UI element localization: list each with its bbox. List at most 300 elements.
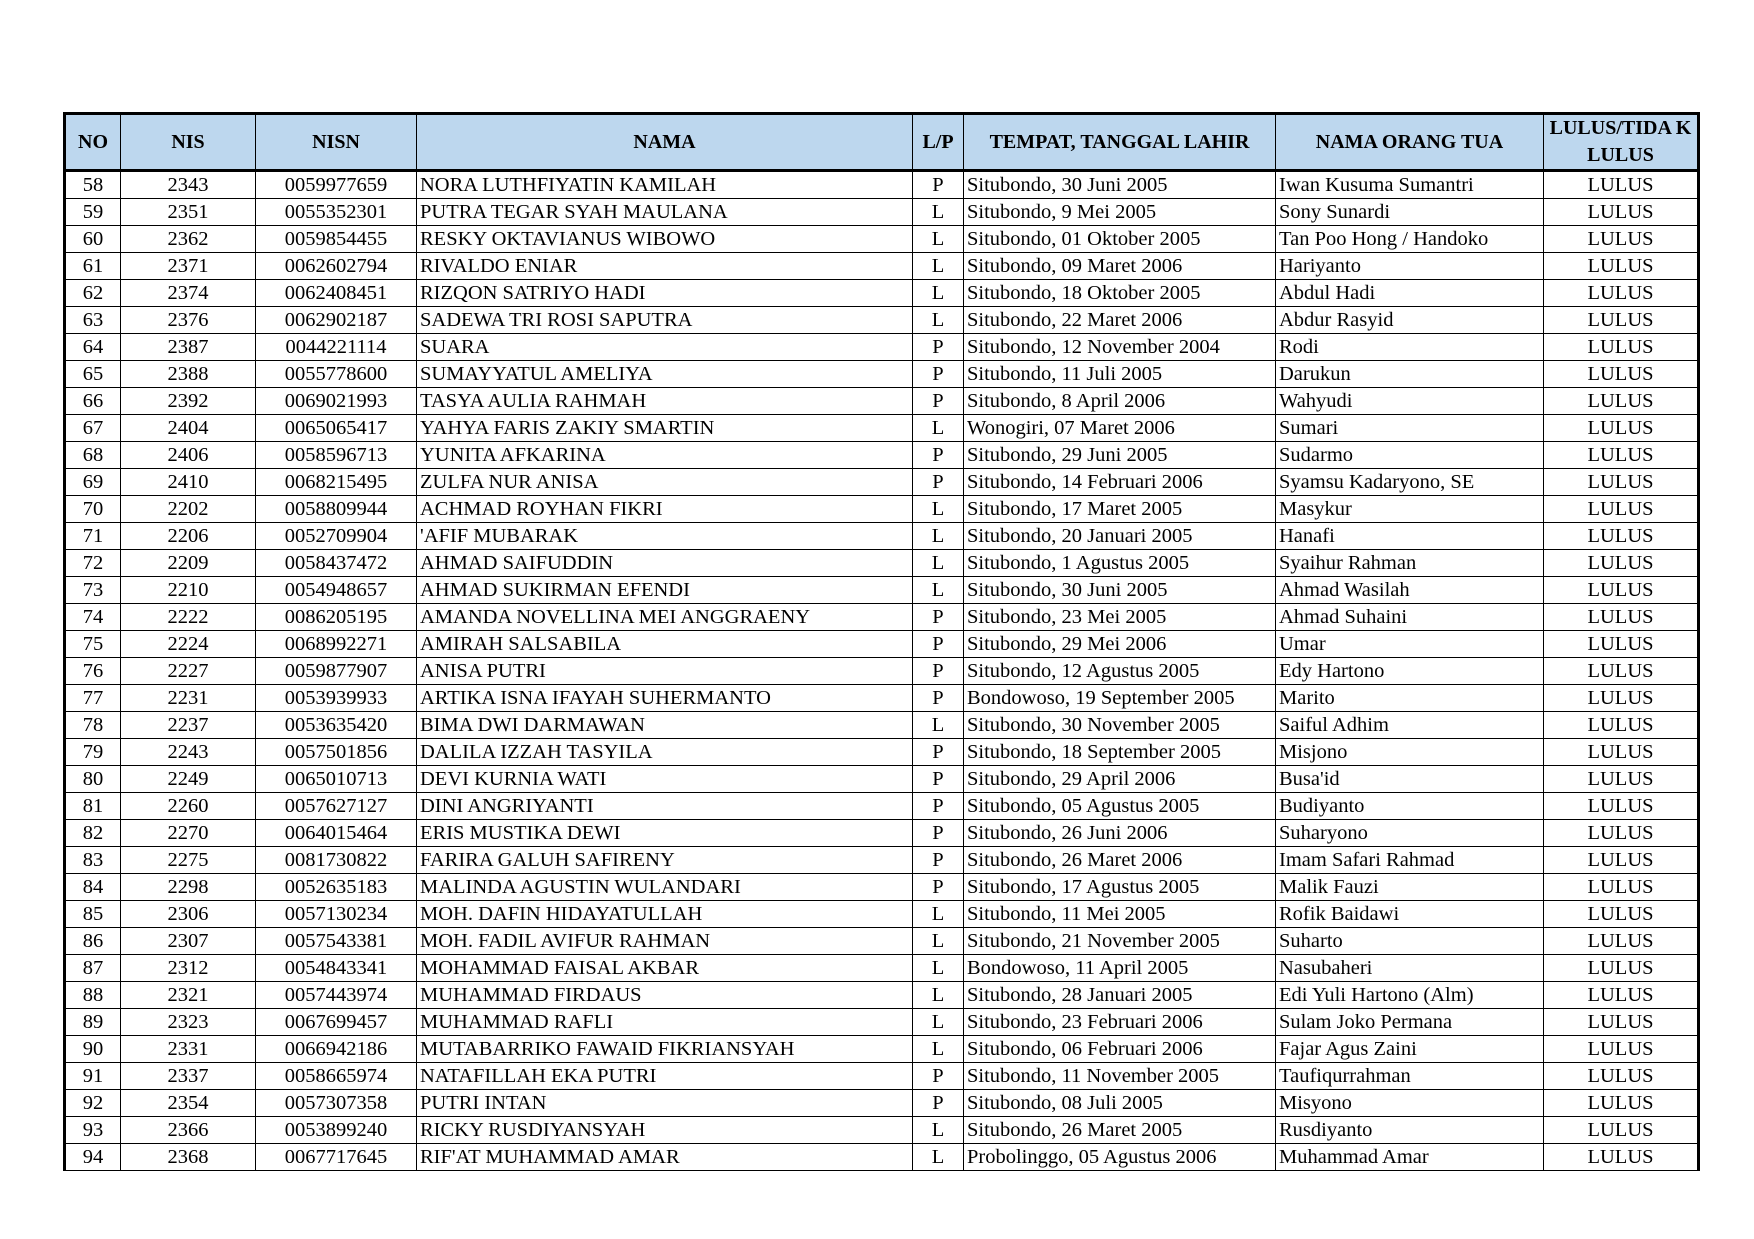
cell-nis: 2243 — [121, 739, 256, 766]
cell-nama: RESKY OKTAVIANUS WIBOWO — [417, 226, 913, 253]
cell-nisn: 0057130234 — [256, 901, 417, 928]
cell-nama: RICKY RUSDIYANSYAH — [417, 1117, 913, 1144]
cell-nis: 2406 — [121, 442, 256, 469]
table-row — [65, 685, 1699, 712]
cell-ortu: Darukun — [1276, 361, 1544, 388]
cell-ortu: Budiyanto — [1276, 793, 1544, 820]
cell-lp: P — [913, 469, 964, 496]
cell-nisn: 0069021993 — [256, 388, 417, 415]
cell-nama: ANISA PUTRI — [417, 658, 913, 685]
cell-status: LULUS — [1544, 1090, 1699, 1117]
cell-nisn: 0054948657 — [256, 577, 417, 604]
cell-nis: 2249 — [121, 766, 256, 793]
cell-no: 65 — [65, 361, 121, 388]
cell-nisn: 0057443974 — [256, 982, 417, 1009]
cell-ttl: Situbondo, 09 Maret 2006 — [964, 253, 1276, 280]
cell-ttl: Situbondo, 20 Januari 2005 — [964, 523, 1276, 550]
cell-nisn: 0058665974 — [256, 1063, 417, 1090]
cell-status: LULUS — [1544, 1117, 1699, 1144]
cell-nama: RIZQON SATRIYO HADI — [417, 280, 913, 307]
cell-lp: L — [913, 928, 964, 955]
cell-nisn: 0068992271 — [256, 631, 417, 658]
cell-no: 71 — [65, 523, 121, 550]
cell-lp: L — [913, 712, 964, 739]
cell-nama: ZULFA NUR ANISA — [417, 469, 913, 496]
cell-ortu: Imam Safari Rahmad — [1276, 847, 1544, 874]
table-row — [65, 361, 1699, 388]
cell-ortu: Abdur Rasyid — [1276, 307, 1544, 334]
cell-ttl: Situbondo, 28 Januari 2005 — [964, 982, 1276, 1009]
cell-lp: P — [913, 685, 964, 712]
cell-no: 85 — [65, 901, 121, 928]
cell-lp: L — [913, 199, 964, 226]
cell-ttl: Situbondo, 05 Agustus 2005 — [964, 793, 1276, 820]
cell-nis: 2354 — [121, 1090, 256, 1117]
table-row — [65, 631, 1699, 658]
cell-no: 92 — [65, 1090, 121, 1117]
cell-nisn: 0057307358 — [256, 1090, 417, 1117]
cell-nis: 2368 — [121, 1144, 256, 1171]
cell-lp: P — [913, 171, 964, 199]
cell-lp: P — [913, 874, 964, 901]
table-row — [65, 415, 1699, 442]
cell-ortu: Malik Fauzi — [1276, 874, 1544, 901]
header-nis: NIS — [121, 114, 256, 171]
cell-nis: 2392 — [121, 388, 256, 415]
cell-nama: MUHAMMAD RAFLI — [417, 1009, 913, 1036]
cell-nisn: 0059854455 — [256, 226, 417, 253]
header-lp: L/P — [913, 114, 964, 171]
cell-no: 62 — [65, 280, 121, 307]
cell-nama: TASYA AULIA RAHMAH — [417, 388, 913, 415]
table-row — [65, 712, 1699, 739]
cell-status: LULUS — [1544, 685, 1699, 712]
cell-nama: NATAFILLAH EKA PUTRI — [417, 1063, 913, 1090]
cell-lp: L — [913, 577, 964, 604]
cell-nis: 2404 — [121, 415, 256, 442]
table-row — [65, 1009, 1699, 1036]
cell-nis: 2351 — [121, 199, 256, 226]
cell-nisn: 0066942186 — [256, 1036, 417, 1063]
cell-no: 88 — [65, 982, 121, 1009]
cell-lp: P — [913, 1063, 964, 1090]
cell-no: 60 — [65, 226, 121, 253]
cell-lp: L — [913, 982, 964, 1009]
cell-lp: P — [913, 658, 964, 685]
graduation-table — [63, 112, 1700, 1171]
cell-ortu: Misjono — [1276, 739, 1544, 766]
cell-status: LULUS — [1544, 712, 1699, 739]
table-row — [65, 658, 1699, 685]
cell-nis: 2237 — [121, 712, 256, 739]
cell-status: LULUS — [1544, 793, 1699, 820]
cell-ortu: Fajar Agus Zaini — [1276, 1036, 1544, 1063]
cell-status: LULUS — [1544, 550, 1699, 577]
cell-ttl: Situbondo, 11 Mei 2005 — [964, 901, 1276, 928]
cell-ortu: Taufiqurrahman — [1276, 1063, 1544, 1090]
header-no: NO — [65, 114, 121, 171]
table-header — [65, 114, 1699, 171]
cell-nama: MALINDA AGUSTIN WULANDARI — [417, 874, 913, 901]
cell-nisn: 0044221114 — [256, 334, 417, 361]
cell-nama: RIVALDO ENIAR — [417, 253, 913, 280]
table-row — [65, 334, 1699, 361]
cell-ortu: Abdul Hadi — [1276, 280, 1544, 307]
cell-nama: PUTRI INTAN — [417, 1090, 913, 1117]
cell-ttl: Situbondo, 29 April 2006 — [964, 766, 1276, 793]
header-ortu: NAMA ORANG TUA — [1276, 114, 1544, 171]
cell-nisn: 0057501856 — [256, 739, 417, 766]
cell-nisn: 0053939933 — [256, 685, 417, 712]
table-row — [65, 1036, 1699, 1063]
cell-ttl: Situbondo, 14 Februari 2006 — [964, 469, 1276, 496]
cell-ortu: Umar — [1276, 631, 1544, 658]
cell-status: LULUS — [1544, 253, 1699, 280]
cell-nis: 2331 — [121, 1036, 256, 1063]
cell-nisn: 0067717645 — [256, 1144, 417, 1171]
table-row — [65, 847, 1699, 874]
cell-no: 64 — [65, 334, 121, 361]
cell-nis: 2337 — [121, 1063, 256, 1090]
cell-no: 82 — [65, 820, 121, 847]
cell-nis: 2298 — [121, 874, 256, 901]
cell-nisn: 0081730822 — [256, 847, 417, 874]
cell-ortu: Suharyono — [1276, 820, 1544, 847]
cell-status: LULUS — [1544, 361, 1699, 388]
table-row — [65, 523, 1699, 550]
cell-status: LULUS — [1544, 415, 1699, 442]
cell-status: LULUS — [1544, 1036, 1699, 1063]
cell-nama: AHMAD SUKIRMAN EFENDI — [417, 577, 913, 604]
cell-ttl: Situbondo, 23 Februari 2006 — [964, 1009, 1276, 1036]
cell-nis: 2270 — [121, 820, 256, 847]
table-row — [65, 1144, 1699, 1171]
cell-ortu: Syamsu Kadaryono, SE — [1276, 469, 1544, 496]
cell-no: 94 — [65, 1144, 121, 1171]
cell-no: 66 — [65, 388, 121, 415]
cell-no: 87 — [65, 955, 121, 982]
cell-nis: 2307 — [121, 928, 256, 955]
table-row — [65, 469, 1699, 496]
cell-nama: MUHAMMAD FIRDAUS — [417, 982, 913, 1009]
cell-nis: 2388 — [121, 361, 256, 388]
cell-lp: P — [913, 361, 964, 388]
table-row — [65, 496, 1699, 523]
cell-ortu: Edy Hartono — [1276, 658, 1544, 685]
cell-nama: 'AFIF MUBARAK — [417, 523, 913, 550]
cell-no: 68 — [65, 442, 121, 469]
cell-status: LULUS — [1544, 1144, 1699, 1171]
cell-no: 73 — [65, 577, 121, 604]
cell-ortu: Nasubaheri — [1276, 955, 1544, 982]
cell-nisn: 0052635183 — [256, 874, 417, 901]
cell-ttl: Situbondo, 11 November 2005 — [964, 1063, 1276, 1090]
cell-ortu: Busa'id — [1276, 766, 1544, 793]
cell-status: LULUS — [1544, 1009, 1699, 1036]
cell-lp: L — [913, 550, 964, 577]
cell-status: LULUS — [1544, 226, 1699, 253]
table-row — [65, 955, 1699, 982]
cell-status: LULUS — [1544, 955, 1699, 982]
cell-nisn: 0052709904 — [256, 523, 417, 550]
cell-ttl: Situbondo, 21 November 2005 — [964, 928, 1276, 955]
cell-no: 61 — [65, 253, 121, 280]
cell-lp: L — [913, 1036, 964, 1063]
cell-nis: 2202 — [121, 496, 256, 523]
table-row — [65, 577, 1699, 604]
cell-status: LULUS — [1544, 523, 1699, 550]
cell-ttl: Situbondo, 12 Agustus 2005 — [964, 658, 1276, 685]
cell-no: 89 — [65, 1009, 121, 1036]
cell-ttl: Situbondo, 18 Oktober 2005 — [964, 280, 1276, 307]
cell-nisn: 0062902187 — [256, 307, 417, 334]
cell-ttl: Situbondo, 26 Juni 2006 — [964, 820, 1276, 847]
cell-nisn: 0058437472 — [256, 550, 417, 577]
cell-ortu: Hariyanto — [1276, 253, 1544, 280]
cell-no: 79 — [65, 739, 121, 766]
cell-status: LULUS — [1544, 847, 1699, 874]
cell-ttl: Situbondo, 17 Maret 2005 — [964, 496, 1276, 523]
cell-status: LULUS — [1544, 820, 1699, 847]
cell-lp: P — [913, 766, 964, 793]
cell-nisn: 0053899240 — [256, 1117, 417, 1144]
table-row — [65, 874, 1699, 901]
cell-ortu: Masykur — [1276, 496, 1544, 523]
cell-status: LULUS — [1544, 658, 1699, 685]
cell-status: LULUS — [1544, 901, 1699, 928]
cell-nis: 2222 — [121, 604, 256, 631]
cell-ortu: Marito — [1276, 685, 1544, 712]
cell-nisn: 0053635420 — [256, 712, 417, 739]
cell-nisn: 0059877907 — [256, 658, 417, 685]
cell-nama: ARTIKA ISNA IFAYAH SUHERMANTO — [417, 685, 913, 712]
cell-status: LULUS — [1544, 874, 1699, 901]
cell-ortu: Sony Sunardi — [1276, 199, 1544, 226]
cell-nisn: 0057627127 — [256, 793, 417, 820]
table-row — [65, 1090, 1699, 1117]
cell-no: 81 — [65, 793, 121, 820]
cell-lp: P — [913, 739, 964, 766]
cell-nama: ERIS MUSTIKA DEWI — [417, 820, 913, 847]
table-row — [65, 739, 1699, 766]
cell-nama: MOHAMMAD FAISAL AKBAR — [417, 955, 913, 982]
cell-nama: AMIRAH SALSABILA — [417, 631, 913, 658]
cell-nisn: 0062408451 — [256, 280, 417, 307]
cell-lp: L — [913, 253, 964, 280]
cell-nisn: 0086205195 — [256, 604, 417, 631]
cell-lp: L — [913, 1144, 964, 1171]
cell-lp: P — [913, 334, 964, 361]
cell-nis: 2387 — [121, 334, 256, 361]
cell-ttl: Situbondo, 22 Maret 2006 — [964, 307, 1276, 334]
cell-nisn: 0059977659 — [256, 171, 417, 199]
cell-lp: P — [913, 1090, 964, 1117]
cell-ttl: Bondowoso, 11 April 2005 — [964, 955, 1276, 982]
cell-nis: 2260 — [121, 793, 256, 820]
cell-lp: L — [913, 955, 964, 982]
cell-ortu: Sulam Joko Permana — [1276, 1009, 1544, 1036]
cell-nama: RIF'AT MUHAMMAD AMAR — [417, 1144, 913, 1171]
cell-nisn: 0058809944 — [256, 496, 417, 523]
cell-nama: MUTABARRIKO FAWAID FIKRIANSYAH — [417, 1036, 913, 1063]
cell-status: LULUS — [1544, 388, 1699, 415]
cell-lp: L — [913, 1009, 964, 1036]
cell-ttl: Situbondo, 30 November 2005 — [964, 712, 1276, 739]
cell-nisn: 0058596713 — [256, 442, 417, 469]
table-row — [65, 793, 1699, 820]
cell-no: 77 — [65, 685, 121, 712]
cell-ortu: Sudarmo — [1276, 442, 1544, 469]
cell-lp: P — [913, 847, 964, 874]
cell-nisn: 0064015464 — [256, 820, 417, 847]
cell-nama: BIMA DWI DARMAWAN — [417, 712, 913, 739]
cell-ortu: Iwan Kusuma Sumantri — [1276, 171, 1544, 199]
cell-nis: 2374 — [121, 280, 256, 307]
header-status: LULUS/TIDA K LULUS — [1544, 114, 1699, 171]
cell-ttl: Situbondo, 30 Juni 2005 — [964, 171, 1276, 199]
table-row — [65, 550, 1699, 577]
cell-ttl: Situbondo, 23 Mei 2005 — [964, 604, 1276, 631]
table-row — [65, 253, 1699, 280]
cell-ttl: Wonogiri, 07 Maret 2006 — [964, 415, 1276, 442]
cell-ttl: Situbondo, 26 Maret 2006 — [964, 847, 1276, 874]
cell-lp: L — [913, 496, 964, 523]
cell-ttl: Situbondo, 29 Juni 2005 — [964, 442, 1276, 469]
table-row — [65, 820, 1699, 847]
cell-ortu: Rodi — [1276, 334, 1544, 361]
cell-nis: 2306 — [121, 901, 256, 928]
cell-nis: 2209 — [121, 550, 256, 577]
table-row — [65, 280, 1699, 307]
cell-lp: P — [913, 793, 964, 820]
cell-no: 80 — [65, 766, 121, 793]
table-row — [65, 199, 1699, 226]
cell-no: 76 — [65, 658, 121, 685]
cell-nisn: 0062602794 — [256, 253, 417, 280]
cell-ortu: Saiful Adhim — [1276, 712, 1544, 739]
cell-nama: NORA LUTHFIYATIN KAMILAH — [417, 171, 913, 199]
cell-ttl: Situbondo, 9 Mei 2005 — [964, 199, 1276, 226]
cell-no: 90 — [65, 1036, 121, 1063]
cell-nama: SUARA — [417, 334, 913, 361]
table-row — [65, 766, 1699, 793]
cell-no: 59 — [65, 199, 121, 226]
cell-ttl: Situbondo, 11 Juli 2005 — [964, 361, 1276, 388]
cell-status: LULUS — [1544, 496, 1699, 523]
table-row — [65, 171, 1699, 199]
cell-lp: P — [913, 388, 964, 415]
cell-ttl: Situbondo, 29 Mei 2006 — [964, 631, 1276, 658]
cell-ttl: Situbondo, 18 September 2005 — [964, 739, 1276, 766]
cell-ortu: Ahmad Wasilah — [1276, 577, 1544, 604]
table-row — [65, 982, 1699, 1009]
table-row — [65, 604, 1699, 631]
cell-ortu: Edi Yuli Hartono (Alm) — [1276, 982, 1544, 1009]
header-nisn: NISN — [256, 114, 417, 171]
cell-ortu: Sumari — [1276, 415, 1544, 442]
cell-no: 74 — [65, 604, 121, 631]
cell-status: LULUS — [1544, 199, 1699, 226]
cell-no: 69 — [65, 469, 121, 496]
cell-no: 72 — [65, 550, 121, 577]
cell-nisn: 0057543381 — [256, 928, 417, 955]
cell-nama: SUMAYYATUL AMELIYA — [417, 361, 913, 388]
cell-lp: L — [913, 1117, 964, 1144]
cell-lp: P — [913, 820, 964, 847]
cell-status: LULUS — [1544, 604, 1699, 631]
cell-ttl: Situbondo, 17 Agustus 2005 — [964, 874, 1276, 901]
cell-nama: DEVI KURNIA WATI — [417, 766, 913, 793]
cell-no: 63 — [65, 307, 121, 334]
cell-ortu: Hanafi — [1276, 523, 1544, 550]
cell-no: 58 — [65, 171, 121, 199]
cell-status: LULUS — [1544, 1063, 1699, 1090]
cell-nis: 2210 — [121, 577, 256, 604]
table-row — [65, 388, 1699, 415]
cell-status: LULUS — [1544, 442, 1699, 469]
cell-ttl: Situbondo, 12 November 2004 — [964, 334, 1276, 361]
cell-nis: 2312 — [121, 955, 256, 982]
table-row — [65, 442, 1699, 469]
cell-ttl: Situbondo, 08 Juli 2005 — [964, 1090, 1276, 1117]
cell-ttl: Situbondo, 26 Maret 2005 — [964, 1117, 1276, 1144]
cell-nisn: 0068215495 — [256, 469, 417, 496]
table-row — [65, 901, 1699, 928]
cell-status: LULUS — [1544, 739, 1699, 766]
cell-nama: MOH. DAFIN HIDAYATULLAH — [417, 901, 913, 928]
cell-nama: SADEWA TRI ROSI SAPUTRA — [417, 307, 913, 334]
cell-lp: L — [913, 415, 964, 442]
cell-nis: 2323 — [121, 1009, 256, 1036]
cell-ortu: Rusdiyanto — [1276, 1117, 1544, 1144]
cell-nis: 2376 — [121, 307, 256, 334]
cell-nis: 2410 — [121, 469, 256, 496]
cell-ttl: Situbondo, 30 Juni 2005 — [964, 577, 1276, 604]
cell-ttl: Situbondo, 01 Oktober 2005 — [964, 226, 1276, 253]
cell-nama: ACHMAD ROYHAN FIKRI — [417, 496, 913, 523]
cell-nama: PUTRA TEGAR SYAH MAULANA — [417, 199, 913, 226]
cell-nis: 2275 — [121, 847, 256, 874]
cell-status: LULUS — [1544, 469, 1699, 496]
header-nama: NAMA — [417, 114, 913, 171]
cell-ortu: Wahyudi — [1276, 388, 1544, 415]
cell-status: LULUS — [1544, 928, 1699, 955]
cell-nis: 2366 — [121, 1117, 256, 1144]
cell-ortu: Tan Poo Hong / Handoko — [1276, 226, 1544, 253]
cell-status: LULUS — [1544, 280, 1699, 307]
cell-ortu: Suharto — [1276, 928, 1544, 955]
cell-nama: DINI ANGRIYANTI — [417, 793, 913, 820]
header-ttl: TEMPAT, TANGGAL LAHIR — [964, 114, 1276, 171]
cell-status: LULUS — [1544, 171, 1699, 199]
cell-nis: 2371 — [121, 253, 256, 280]
cell-lp: P — [913, 442, 964, 469]
cell-nama: FARIRA GALUH SAFIRENY — [417, 847, 913, 874]
cell-ttl: Bondowoso, 19 September 2005 — [964, 685, 1276, 712]
cell-no: 86 — [65, 928, 121, 955]
cell-status: LULUS — [1544, 334, 1699, 361]
cell-no: 67 — [65, 415, 121, 442]
cell-ortu: Rofik Baidawi — [1276, 901, 1544, 928]
cell-lp: L — [913, 226, 964, 253]
cell-status: LULUS — [1544, 577, 1699, 604]
cell-status: LULUS — [1544, 982, 1699, 1009]
cell-no: 70 — [65, 496, 121, 523]
cell-nis: 2227 — [121, 658, 256, 685]
cell-nis: 2224 — [121, 631, 256, 658]
cell-lp: L — [913, 523, 964, 550]
table-body — [65, 171, 1699, 1171]
